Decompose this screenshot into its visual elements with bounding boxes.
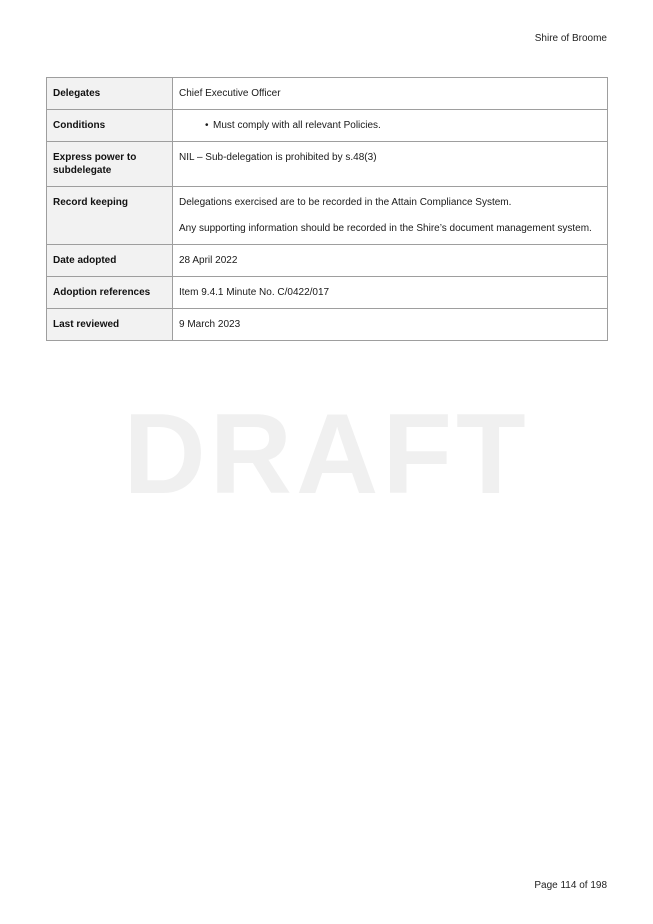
row-value-last-reviewed: 9 March 2023 bbox=[173, 309, 608, 341]
conditions-bullet-text: Must comply with all relevant Policies. bbox=[213, 120, 381, 131]
draft-watermark: DRAFT bbox=[123, 391, 530, 518]
bullet-icon: • bbox=[205, 120, 209, 131]
conditions-bullet-item bbox=[179, 110, 601, 141]
row-value-conditions bbox=[173, 110, 608, 142]
table-row-express-power bbox=[47, 142, 608, 187]
row-label-delegates: Delegates bbox=[47, 78, 173, 110]
table-row-adoption-references bbox=[47, 277, 608, 309]
table-row-last-reviewed bbox=[47, 309, 608, 341]
row-value-adoption-references: Item 9.4.1 Minute No. C/0422/017 bbox=[173, 277, 608, 309]
row-label-record-keeping: Record keeping bbox=[47, 187, 173, 245]
delegation-details-table bbox=[46, 77, 608, 341]
table-row-date-adopted bbox=[47, 245, 608, 277]
table-row-record-keeping bbox=[47, 187, 608, 245]
row-label-express-power: Express power to subdelegate bbox=[47, 142, 173, 187]
header-organisation: Shire of Broome bbox=[534, 33, 607, 44]
row-value-record-keeping bbox=[173, 187, 608, 245]
row-label-date-adopted: Date adopted bbox=[47, 245, 173, 277]
row-value-date-adopted: 28 April 2022 bbox=[173, 245, 608, 277]
row-label-conditions: Conditions bbox=[47, 110, 173, 142]
table-row-conditions bbox=[47, 110, 608, 142]
row-label-adoption-references: Adoption references bbox=[47, 277, 173, 309]
row-label-last-reviewed: Last reviewed bbox=[47, 309, 173, 341]
record-keeping-paragraph: Delegations exercised are to be recorded in the Attain Compliance System. bbox=[179, 197, 512, 208]
table-row-delegates bbox=[47, 78, 608, 110]
page-number: Page 114 of 198 bbox=[534, 880, 607, 891]
row-value-delegates: Chief Executive Officer bbox=[173, 78, 608, 110]
record-keeping-paragraph: Any supporting information should be recorded in the Shire’s document management system. bbox=[179, 223, 592, 234]
row-value-express-power: NIL – Sub-delegation is prohibited by s.48(3) bbox=[173, 142, 608, 187]
